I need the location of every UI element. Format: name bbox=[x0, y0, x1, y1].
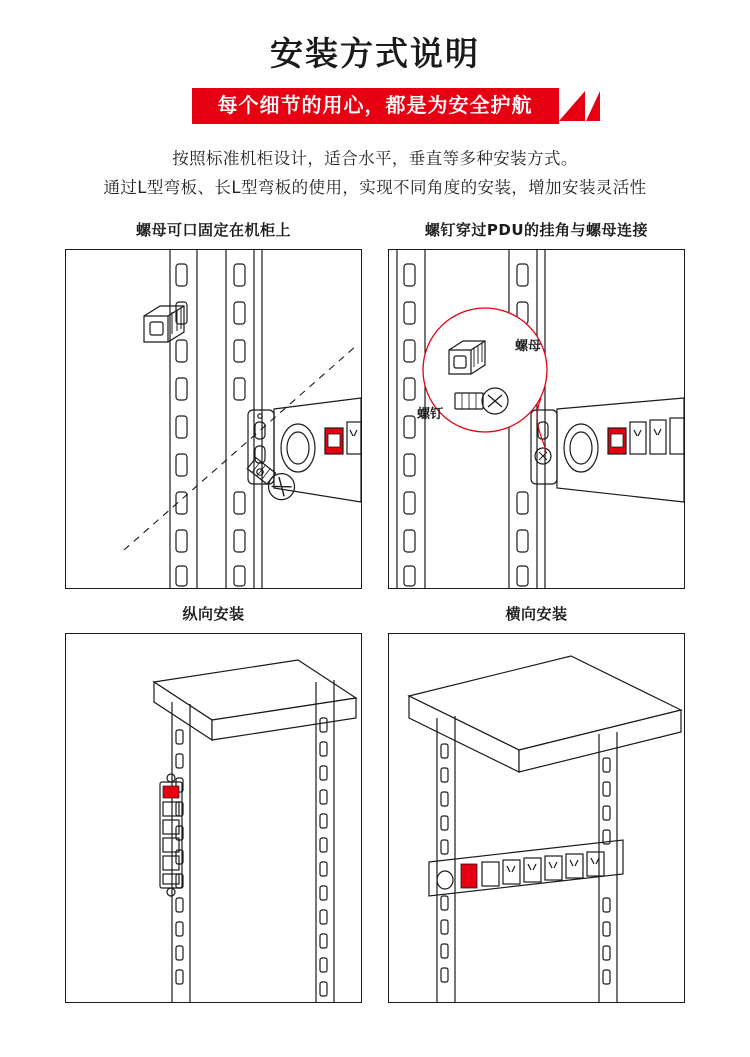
banner-tail-decoration bbox=[559, 91, 585, 121]
panel-row-top bbox=[0, 219, 750, 589]
panel-vertical-mount bbox=[65, 603, 362, 1003]
panel-image-3 bbox=[65, 633, 362, 1003]
description-line-2: 通过L型弯板、长L型弯板的使用，实现不同角度的安装，增加安装灵活性 bbox=[103, 178, 647, 198]
panel-caption-1: 螺母可口固定在机柜上 bbox=[135, 221, 291, 240]
panel-image-1 bbox=[65, 249, 362, 589]
panel-horizontal-mount bbox=[388, 603, 685, 1003]
description-block bbox=[0, 145, 750, 203]
page-title: 安装方式说明 bbox=[270, 34, 480, 73]
subtitle-banner-wrap bbox=[0, 89, 750, 123]
svg-text:螺母: 螺母 bbox=[515, 339, 542, 355]
svg-text:螺钉: 螺钉 bbox=[417, 407, 444, 423]
subtitle-text: 每个细节的用心，都是为安全护航 bbox=[192, 88, 559, 124]
panel-screw-through-bracket bbox=[388, 219, 685, 589]
banner-tail-decoration-2 bbox=[586, 91, 600, 121]
panel-caption-4: 横向安装 bbox=[505, 605, 568, 624]
panel-image-2 bbox=[388, 249, 685, 589]
description-line-1: 按照标准机柜设计，适合水平，垂直等多种安装方式。 bbox=[172, 149, 578, 169]
panel-nut-on-rack bbox=[65, 219, 362, 589]
panel-caption-2: 螺钉穿过PDU的挂角与螺母连接 bbox=[424, 221, 649, 240]
panel-caption-3: 纵向安装 bbox=[182, 605, 245, 624]
panel-row-bottom bbox=[0, 603, 750, 1003]
panel-image-4 bbox=[388, 633, 685, 1003]
